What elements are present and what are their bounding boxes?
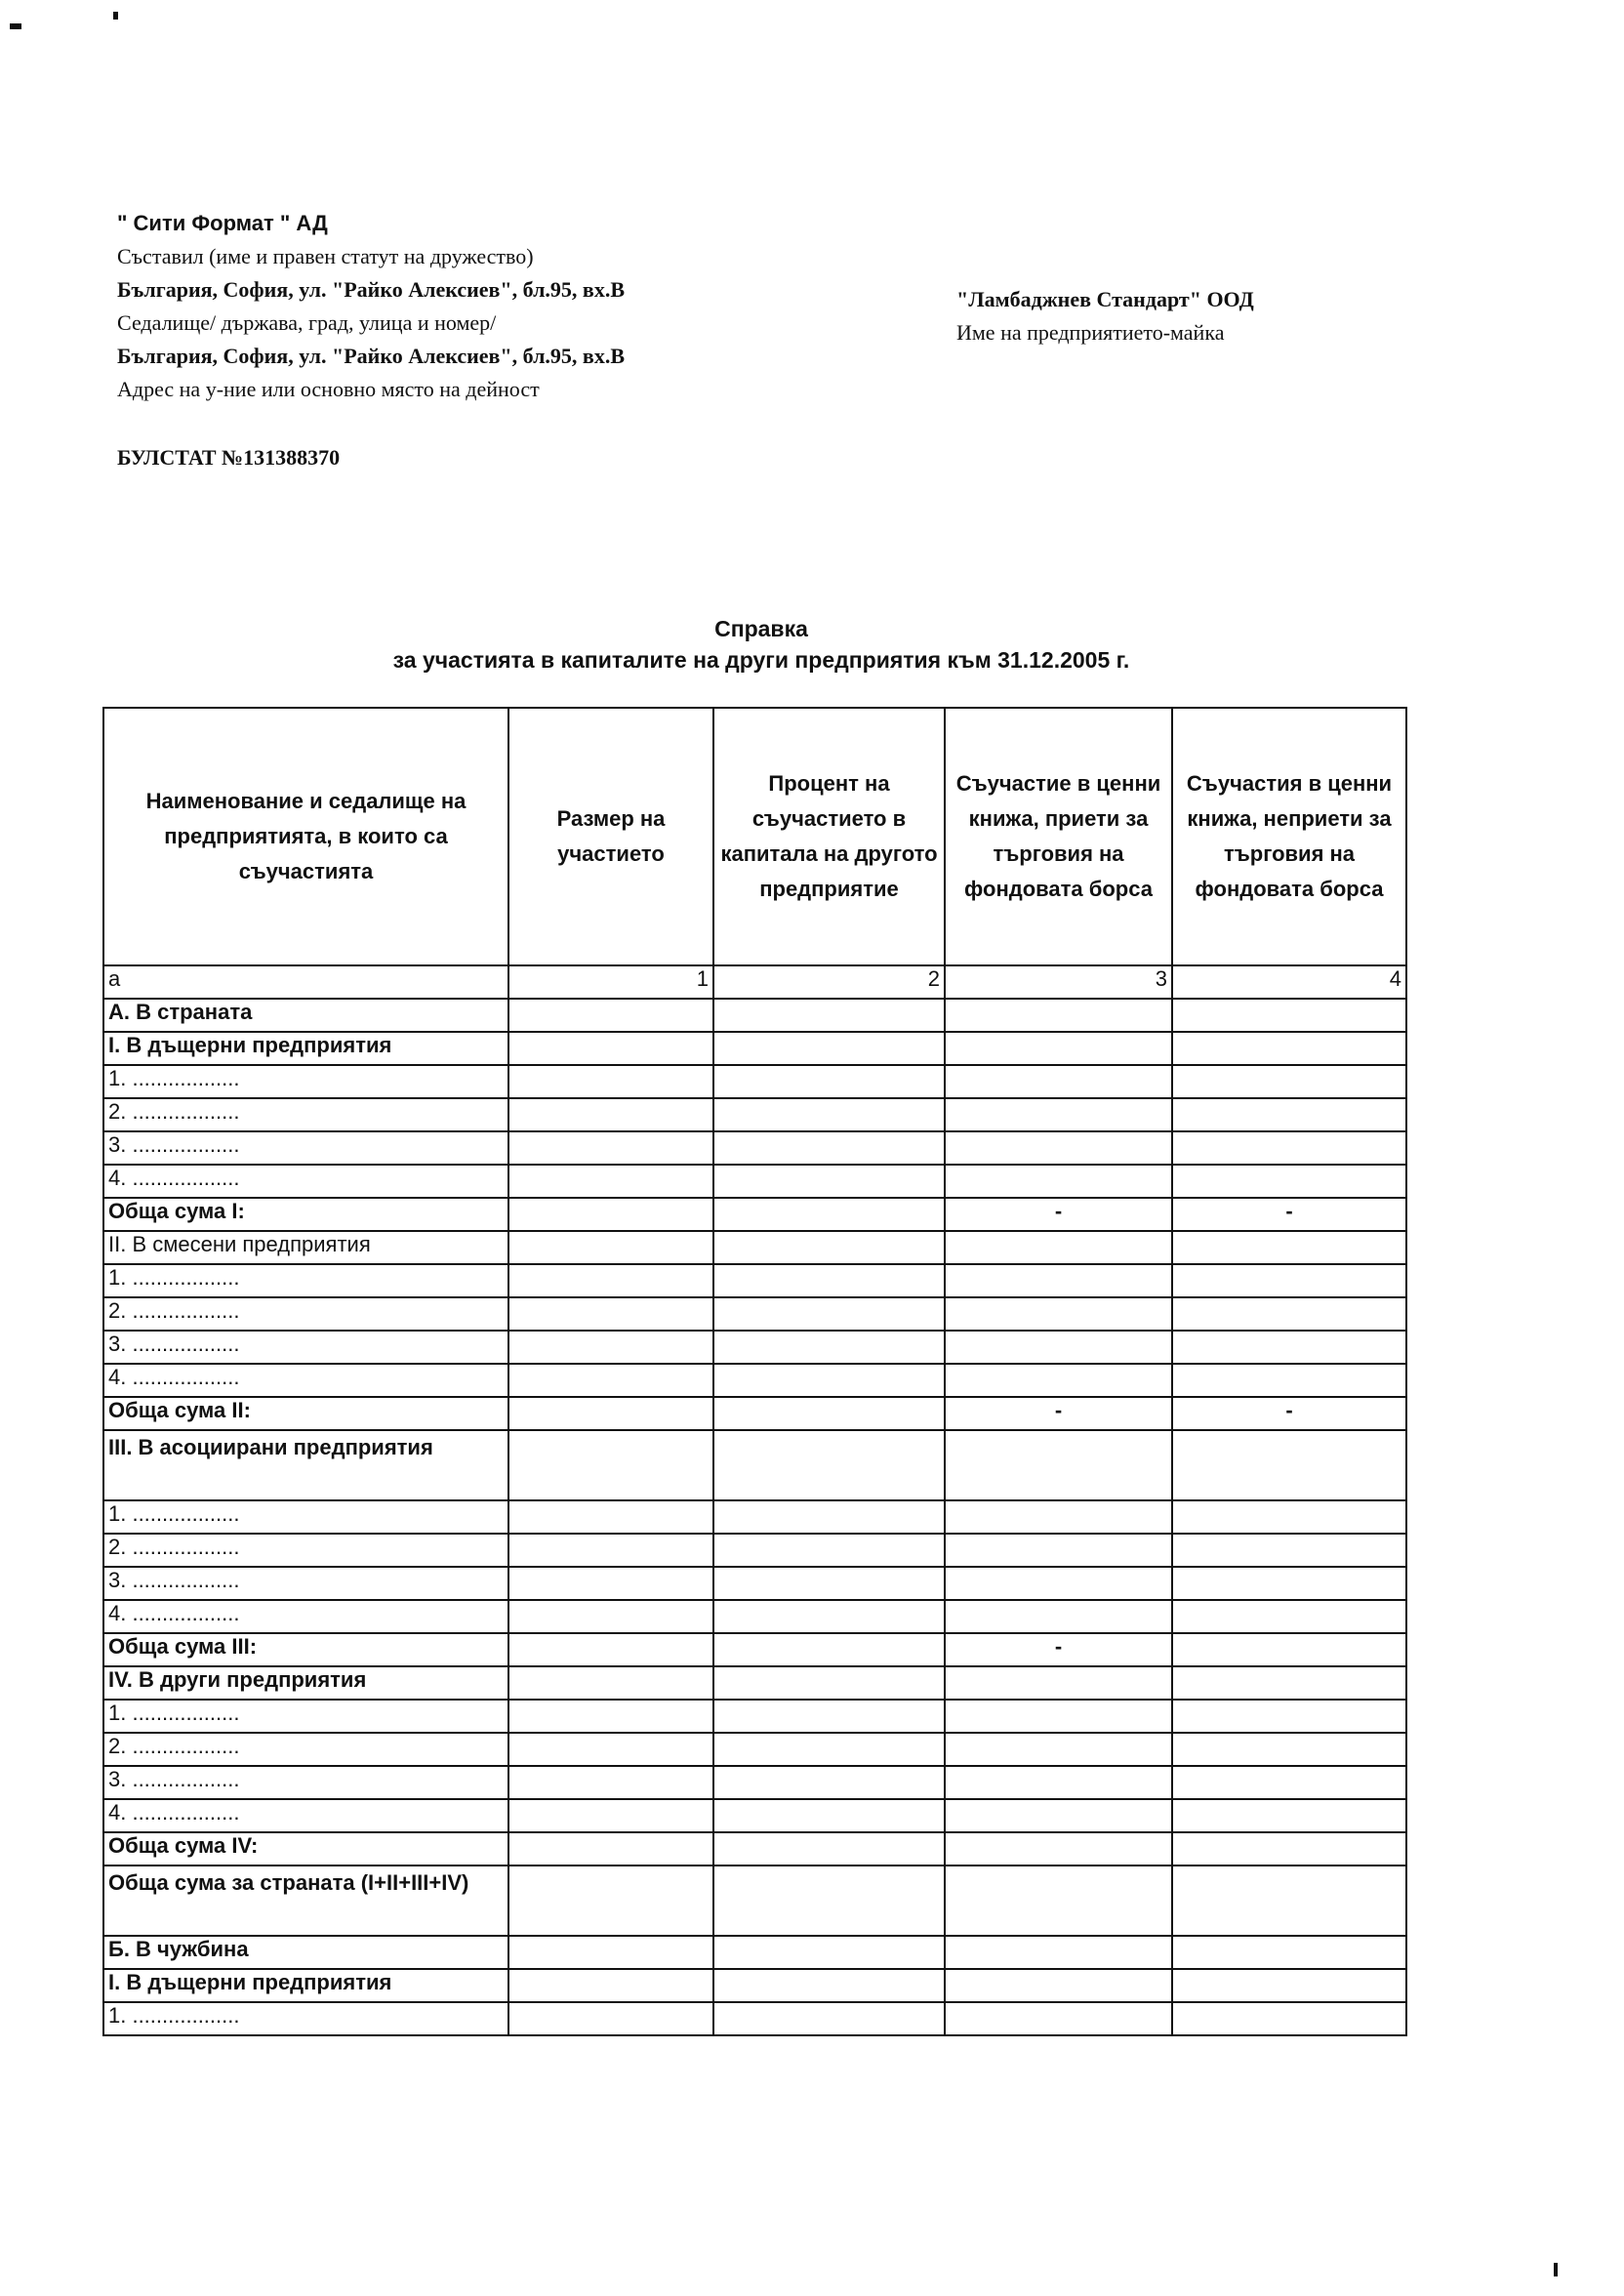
table-cell	[945, 1766, 1172, 1799]
table-cell	[508, 1733, 713, 1766]
table-cell	[945, 1832, 1172, 1866]
row-label: 2. ..................	[103, 1098, 508, 1131]
table-cell	[945, 1700, 1172, 1733]
table-cell	[508, 1165, 713, 1198]
table-cell	[713, 1969, 945, 2002]
table-cell	[1172, 1832, 1406, 1866]
table-row	[103, 1165, 1406, 1198]
table-cell	[945, 1032, 1172, 1065]
table-cell	[713, 1165, 945, 1198]
column-header: Размер на участието	[508, 708, 713, 965]
table-cell	[1172, 2002, 1406, 2035]
address-caption: Адрес на у-ние или основно място на дейност	[117, 377, 540, 401]
table-cell	[713, 1733, 945, 1766]
table-row	[103, 999, 1406, 1032]
bulstat-number: БУЛСТАТ №131388370	[117, 445, 341, 470]
table-row	[103, 1733, 1406, 1766]
table-cell	[1172, 1969, 1406, 2002]
table-row	[103, 1600, 1406, 1633]
row-label: 3. ..................	[103, 1567, 508, 1600]
row-label: Обща сума за страната (I+II+III+IV)	[103, 1866, 508, 1936]
table-row	[103, 1032, 1406, 1065]
table-cell	[713, 1231, 945, 1264]
table-cell	[1172, 1633, 1406, 1666]
table-row	[103, 1364, 1406, 1397]
table-cell	[713, 1633, 945, 1666]
table-cell	[508, 1098, 713, 1131]
table-cell	[713, 1832, 945, 1866]
seat-caption: Седалище/ държава, град, улица и номер/	[117, 310, 497, 335]
table-row	[103, 1231, 1406, 1264]
table-cell	[508, 2002, 713, 2035]
table-cell	[713, 1331, 945, 1364]
table-cell	[508, 1297, 713, 1331]
company-name: " Сити Формат " АД	[117, 211, 328, 235]
table-row	[103, 1766, 1406, 1799]
row-label: III. В асоциирани предприятия	[103, 1430, 508, 1500]
table-row	[103, 1500, 1406, 1534]
scan-mark	[10, 23, 21, 29]
table-cell	[508, 1264, 713, 1297]
table-cell: -	[945, 1633, 1172, 1666]
table-cell	[508, 1766, 713, 1799]
table-cell: -	[945, 1198, 1172, 1231]
table-cell	[508, 999, 713, 1032]
table-cell	[508, 1131, 713, 1165]
table-row	[103, 1666, 1406, 1700]
table-cell	[508, 1832, 713, 1866]
row-label: 3. ..................	[103, 1766, 508, 1799]
index-cell: 2	[713, 965, 945, 999]
row-label: I. В дъщерни предприятия	[103, 1969, 508, 2002]
row-label: 1. ..................	[103, 1264, 508, 1297]
table-cell	[508, 1534, 713, 1567]
row-label: 1. ..................	[103, 2002, 508, 2035]
row-label: I. В дъщерни предприятия	[103, 1032, 508, 1065]
table-row	[103, 1799, 1406, 1832]
table-cell	[1172, 1534, 1406, 1567]
report-title-line2: за участията в капиталите на други предприятия към 31.12.2005 г.	[392, 647, 1130, 673]
table-cell	[508, 1500, 713, 1534]
table-cell	[713, 1430, 945, 1500]
row-label: Б. В чужбина	[103, 1936, 508, 1969]
table-cell	[508, 1799, 713, 1832]
table-row	[103, 1936, 1406, 1969]
table-cell	[1172, 1098, 1406, 1131]
table-cell	[713, 1364, 945, 1397]
table-cell	[1172, 1567, 1406, 1600]
row-label: Обща сума IV:	[103, 1832, 508, 1866]
table-cell	[1172, 1936, 1406, 1969]
report-title-line1: Справка	[714, 616, 808, 641]
table-cell	[1172, 1500, 1406, 1534]
report-title	[0, 613, 1522, 676]
table-cell	[713, 1264, 945, 1297]
index-cell: 1	[508, 965, 713, 999]
table-row	[103, 1098, 1406, 1131]
table-cell	[713, 1766, 945, 1799]
table-cell	[1172, 999, 1406, 1032]
table-cell	[508, 1633, 713, 1666]
table-row	[103, 1700, 1406, 1733]
table-cell	[713, 1065, 945, 1098]
table-cell	[1172, 1297, 1406, 1331]
table-cell	[1172, 1364, 1406, 1397]
table-cell	[508, 1600, 713, 1633]
table-cell	[945, 1331, 1172, 1364]
company-block	[117, 207, 625, 406]
table-cell	[945, 1534, 1172, 1567]
table-cell	[945, 1567, 1172, 1600]
table-cell	[945, 1799, 1172, 1832]
table-cell	[508, 1364, 713, 1397]
table-cell	[945, 1131, 1172, 1165]
table-cell	[508, 1666, 713, 1700]
column-header: Съучастия в ценни книжа, неприети за търговия на фондовата борса	[1172, 708, 1406, 965]
table-cell	[1172, 1430, 1406, 1500]
table-cell	[945, 2002, 1172, 2035]
row-label: IV. В други предприятия	[103, 1666, 508, 1700]
table-cell	[713, 1666, 945, 1700]
table-row	[103, 1131, 1406, 1165]
table-cell	[1172, 1666, 1406, 1700]
table-row	[103, 1397, 1406, 1430]
table-header-row	[103, 708, 1406, 965]
table-row	[103, 1832, 1406, 1866]
row-label: 4. ..................	[103, 1364, 508, 1397]
table-cell	[1172, 1032, 1406, 1065]
table-cell	[508, 1397, 713, 1430]
table-cell	[508, 1567, 713, 1600]
table-row	[103, 1297, 1406, 1331]
index-cell: 3	[945, 965, 1172, 999]
table-row	[103, 1866, 1406, 1936]
row-label: Обща сума III:	[103, 1633, 508, 1666]
row-label: 2. ..................	[103, 1733, 508, 1766]
participation-table	[102, 707, 1407, 2036]
column-header: Наименование и седалище на предприятията, в които са съучастията	[103, 708, 508, 965]
table-cell	[713, 1866, 945, 1936]
row-label: 1. ..................	[103, 1065, 508, 1098]
table-cell	[713, 1936, 945, 1969]
row-label: 4. ..................	[103, 1799, 508, 1832]
table-cell	[713, 999, 945, 1032]
row-label: 4. ..................	[103, 1165, 508, 1198]
index-cell: а	[103, 965, 508, 999]
table-row	[103, 2002, 1406, 2035]
table-cell	[713, 1500, 945, 1534]
table-cell	[713, 1297, 945, 1331]
table-cell	[508, 1331, 713, 1364]
table-row	[103, 1198, 1406, 1231]
table-cell	[508, 1032, 713, 1065]
table-cell	[713, 1397, 945, 1430]
table-cell	[1172, 1165, 1406, 1198]
parent-company-name: "Ламбаджнев Стандарт" ООД	[956, 287, 1254, 311]
table-cell	[713, 1198, 945, 1231]
table-cell	[1172, 1700, 1406, 1733]
row-label: 3. ..................	[103, 1331, 508, 1364]
table-cell	[945, 1866, 1172, 1936]
row-label: Обща сума II:	[103, 1397, 508, 1430]
index-row	[103, 965, 1406, 999]
table-cell	[508, 1969, 713, 2002]
table-cell	[1172, 1264, 1406, 1297]
row-label: 3. ..................	[103, 1131, 508, 1165]
parent-company-block	[956, 283, 1254, 349]
table-cell	[713, 1032, 945, 1065]
table-cell	[508, 1231, 713, 1264]
row-label: А. В страната	[103, 999, 508, 1032]
row-label: II. В смесени предприятия	[103, 1231, 508, 1264]
row-label: 4. ..................	[103, 1600, 508, 1633]
table-cell	[713, 1799, 945, 1832]
column-header: Съучастие в ценни книжа, приети за търговия на фондовата борса	[945, 708, 1172, 965]
table-cell	[713, 1700, 945, 1733]
table-cell	[713, 2002, 945, 2035]
table-cell	[945, 999, 1172, 1032]
table-row	[103, 1534, 1406, 1567]
table-cell: -	[945, 1397, 1172, 1430]
table-cell	[945, 1600, 1172, 1633]
table-cell	[1172, 1866, 1406, 1936]
table-cell	[1172, 1065, 1406, 1098]
table-cell	[508, 1700, 713, 1733]
company-seat: България, София, ул. "Райко Алексиев", бл.95, вх.В	[117, 277, 625, 302]
table-cell: -	[1172, 1198, 1406, 1231]
table-cell	[945, 1500, 1172, 1534]
table-cell	[508, 1198, 713, 1231]
table-row	[103, 1567, 1406, 1600]
table-cell	[945, 1231, 1172, 1264]
table-cell	[945, 1936, 1172, 1969]
table-cell	[945, 1297, 1172, 1331]
table-row	[103, 1065, 1406, 1098]
table-cell	[945, 1165, 1172, 1198]
table-row	[103, 1430, 1406, 1500]
table-cell	[1172, 1231, 1406, 1264]
column-header: Процент на съучастието в капитала на другото предприятие	[713, 708, 945, 965]
table-cell	[945, 1733, 1172, 1766]
table-cell	[945, 1364, 1172, 1397]
row-label: 2. ..................	[103, 1297, 508, 1331]
company-caption: Съставил (име и правен статут на дружество)	[117, 244, 534, 268]
table-cell	[945, 1969, 1172, 2002]
table-cell	[945, 1264, 1172, 1297]
table-cell	[945, 1098, 1172, 1131]
scan-mark	[1554, 2263, 1558, 2276]
table-cell	[713, 1098, 945, 1131]
parent-company-caption: Име на предприятието-майка	[956, 320, 1225, 345]
table-cell	[713, 1131, 945, 1165]
table-cell	[508, 1936, 713, 1969]
table-row	[103, 1264, 1406, 1297]
table-cell	[1172, 1331, 1406, 1364]
table-cell	[945, 1430, 1172, 1500]
table-row	[103, 1633, 1406, 1666]
company-address: България, София, ул. "Райко Алексиев", бл.95, вх.В	[117, 344, 625, 368]
table-cell	[1172, 1131, 1406, 1165]
table-cell: -	[1172, 1397, 1406, 1430]
table-cell	[1172, 1600, 1406, 1633]
row-label: Обща сума I:	[103, 1198, 508, 1231]
table-row	[103, 1969, 1406, 2002]
table-cell	[1172, 1733, 1406, 1766]
table-cell	[945, 1666, 1172, 1700]
table-cell	[713, 1567, 945, 1600]
table-cell	[508, 1866, 713, 1936]
row-label: 1. ..................	[103, 1700, 508, 1733]
scan-mark	[113, 12, 118, 20]
table-cell	[1172, 1766, 1406, 1799]
row-label: 1. ..................	[103, 1500, 508, 1534]
table-cell	[508, 1065, 713, 1098]
table-cell	[945, 1065, 1172, 1098]
index-cell: 4	[1172, 965, 1406, 999]
table-cell	[713, 1534, 945, 1567]
table-cell	[1172, 1799, 1406, 1832]
row-label: 2. ..................	[103, 1534, 508, 1567]
table-cell	[713, 1600, 945, 1633]
table-row	[103, 1331, 1406, 1364]
table-cell	[508, 1430, 713, 1500]
